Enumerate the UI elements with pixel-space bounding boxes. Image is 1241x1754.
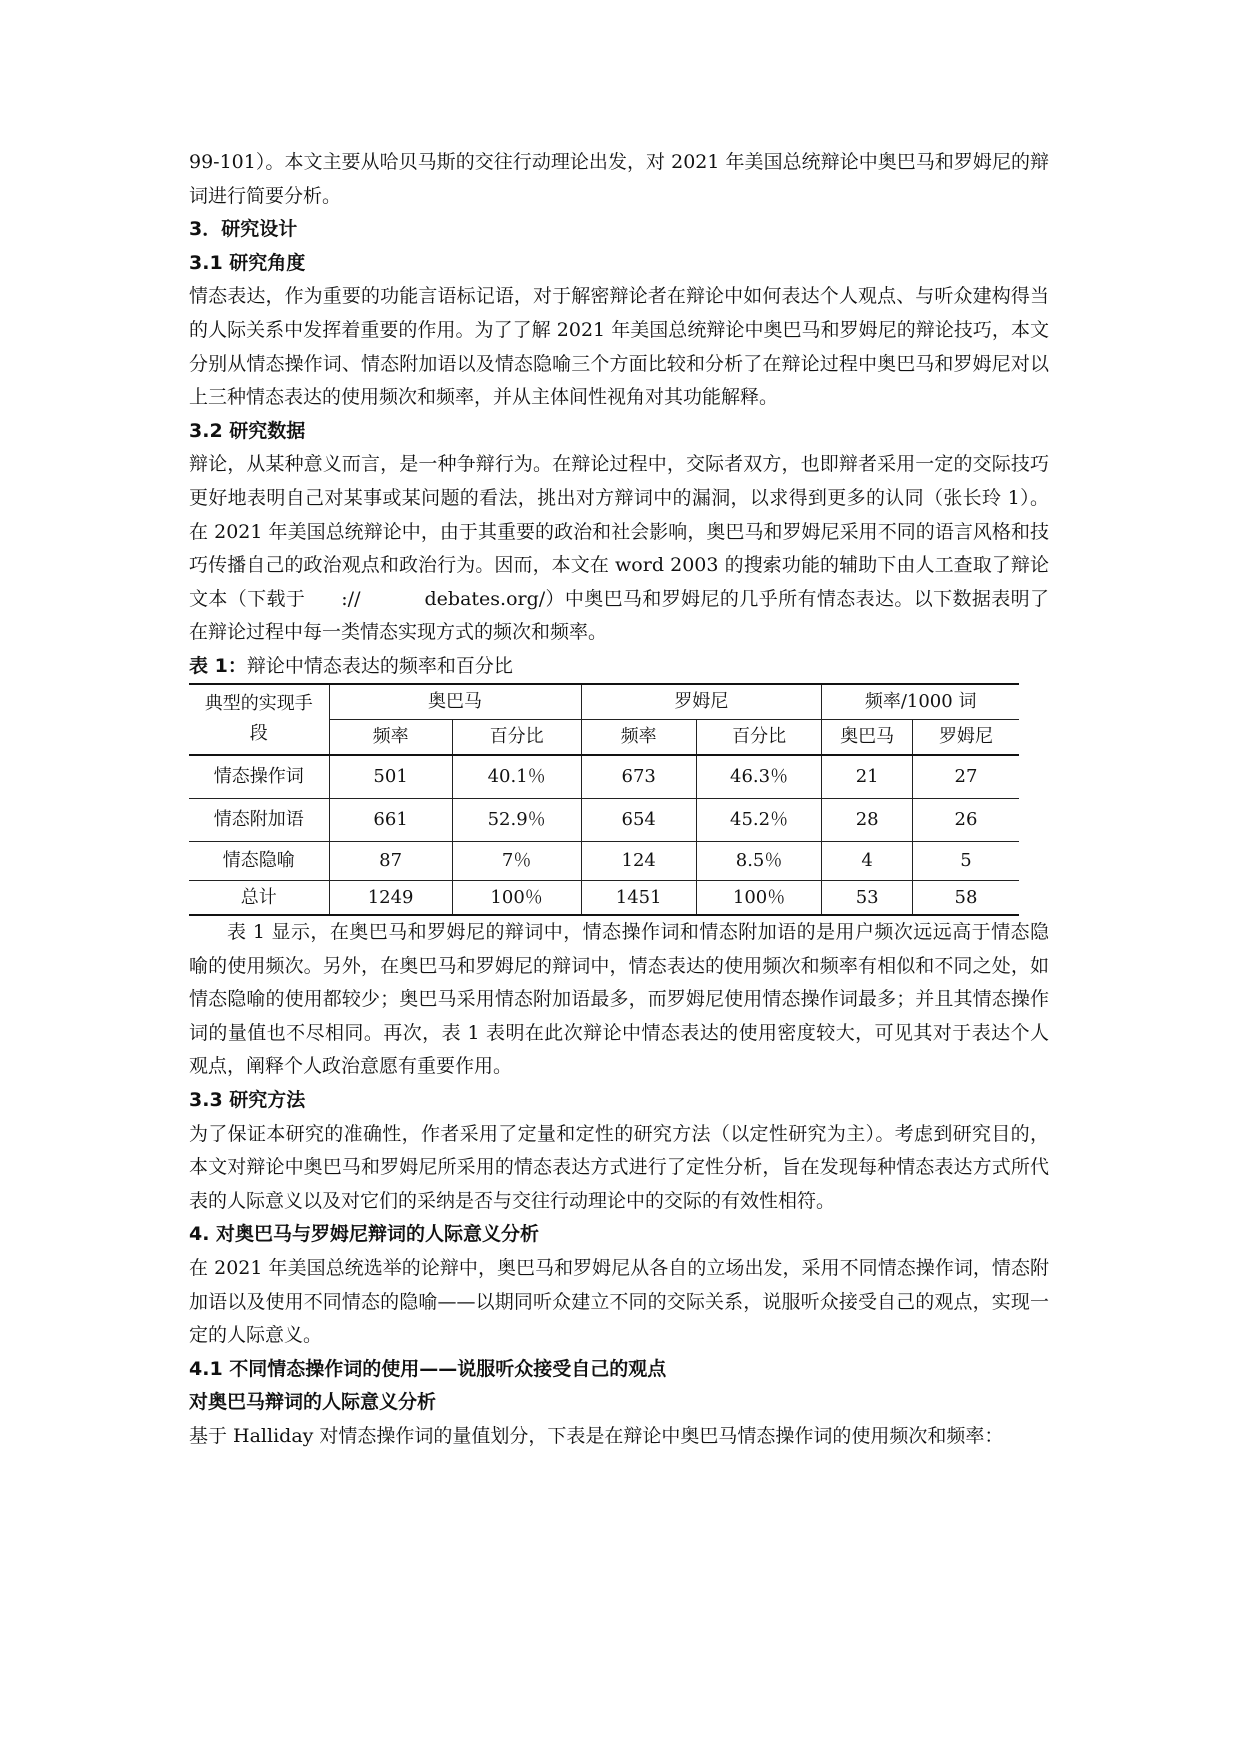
table-row: [189, 798, 1019, 841]
paragraph-3-2-text: 辩论，从某种意义而言，是一种争辩行为。在辩论过程中，交际者双方，也即辩者采用一定的交际技巧更好地表明自己对某事或某问题的看法，挑出对方辩词中的漏洞，以求得到更多的认同（张长玲 1）。在 2021 年美国总统辩论中，由于其重要的政治和社会影响，奥巴马和罗姆尼采用不同的语言风格和技巧传播自己的政治观点和政治行为。因而，本文在 word 2003 的搜索功能的辅助下由人工查取了辩论文本（下载于: [189, 453, 1049, 610]
header-rate: 频率/1000 词: [822, 684, 1019, 720]
table-row: [189, 755, 1019, 799]
header-romney-pct: 百分比: [696, 719, 821, 754]
cell-romney-pct: 100％: [696, 880, 821, 915]
url-fragment-2: debates.org/）中奥巴马和罗姆尼的几乎所有情态表达。以下数据表明了在辩论过程中每一类情态实现方式的频次和频率。: [189, 587, 1049, 644]
cell-romney-rate: 27: [913, 755, 1019, 799]
cell-obama-pct: 100％: [452, 880, 581, 915]
heading-section-3-2: 3.2 研究数据: [189, 419, 306, 442]
heading-section-4: 4. 对奥巴马与罗姆尼辩词的人际意义分析: [189, 1223, 540, 1246]
cell-romney-pct: 45.2％: [696, 798, 821, 841]
paragraph-3-2: [189, 448, 1049, 650]
cell-romney-pct: 46.3％: [696, 755, 821, 799]
paragraph-intro: 99-101）。本文主要从哈贝马斯的交往行动理论出发，对 2021 年美国总统辩论中奥巴马和罗姆尼的辩词进行简要分析。: [189, 151, 1049, 207]
cell-romney-freq: 1451: [581, 880, 696, 915]
cell-obama-rate: 21: [822, 755, 913, 799]
table-row-total: [189, 880, 1019, 915]
cell-romney-pct: 8.5％: [696, 841, 821, 880]
table-caption: [189, 650, 1049, 683]
row-label: 情态操作词: [189, 755, 329, 799]
table-caption-text: 辩论中情态表达的频率和百分比: [246, 654, 513, 677]
header-romney-freq: 频率: [581, 719, 696, 754]
cell-obama-freq: 1249: [329, 880, 452, 915]
paragraph-table-note: 表 1 显示，在奥巴马和罗姆尼的辩词中，情态操作词和情态附加语的是用户频次远远高于情态隐喻的使用频次。另外，在奥巴马和罗姆尼的辩词中，情态表达的使用频次和频率有相似和不同之处，如情态隐喻的使用都较少；奥巴马采用情态附加语最多，而罗姆尼使用情态操作词最多；并且其情态操作词的量值也不尽相同。再次，表 1 表明在此次辩论中情态表达的使用密度较大，可见其对于表达个人观点，阐释个人政治意愿有重要作用。: [189, 921, 1049, 1078]
header-rate-romney: 罗姆尼: [913, 719, 1019, 754]
cell-romney-freq: 673: [581, 755, 696, 799]
table-header-row-1: [189, 684, 1019, 720]
cell-romney-freq: 654: [581, 798, 696, 841]
row-label: 情态附加语: [189, 798, 329, 841]
cell-obama-freq: 501: [329, 755, 452, 799]
header-obama-pct: 百分比: [452, 719, 581, 754]
header-romney: 罗姆尼: [581, 684, 822, 720]
paragraph-4-1: 基于 Halliday 对情态操作词的量值划分，下表是在辩论中奥巴马情态操作词的使用频次和频率：: [189, 1425, 1004, 1447]
cell-obama-rate: 28: [822, 798, 913, 841]
url-fragment-1: ://: [341, 587, 361, 610]
heading-section-3-3: 3.3 研究方法: [189, 1089, 306, 1112]
heading-section-3: 3．研究设计: [189, 218, 298, 241]
header-rate-obama: 奥巴马: [822, 719, 913, 754]
cell-romney-rate: 5: [913, 841, 1019, 880]
paragraph-4: 在 2021 年美国总统选举的论辩中，奥巴马和罗姆尼从各自的立场出发，采用不同情态操作词，情态附加语以及使用不同情态的隐喻——以期同听众建立不同的交际关系，说服听众接受自己的观点，实现一定的人际意义。: [189, 1257, 1049, 1347]
cell-obama-pct: 7％: [452, 841, 581, 880]
cell-obama-pct: 40.1％: [452, 755, 581, 799]
cell-romney-rate: 26: [913, 798, 1019, 841]
page-body: [189, 146, 1049, 1454]
cell-obama-rate: 53: [822, 880, 913, 915]
heading-obama-analysis: 对奥巴马辩词的人际意义分析: [189, 1391, 437, 1414]
heading-section-3-1: 3.1 研究角度: [189, 251, 306, 274]
header-obama-freq: 频率: [329, 719, 452, 754]
table-row: [189, 841, 1019, 880]
header-obama: 奥巴马: [329, 684, 581, 720]
row-label: 情态隐喻: [189, 841, 329, 880]
cell-obama-freq: 87: [329, 841, 452, 880]
cell-obama-pct: 52.9％: [452, 798, 581, 841]
paragraph-3-3: 为了保证本研究的准确性，作者采用了定量和定性的研究方法（以定性研究为主）。考虑到研究目的，本文对辩论中奥巴马和罗姆尼所采用的情态表达方式进行了定性分析，旨在发现每种情态表达方式所代表的人际意义以及对它们的采纳是否与交往行动理论中的交际的有效性相符。: [189, 1122, 1049, 1212]
paragraph-3-1: 情态表达，作为重要的功能言语标记语，对于解密辩论者在辩论中如何表达个人观点、与听众建构得当的人际关系中发挥着重要的作用。为了了解 2021 年美国总统辩论中奥巴马和罗姆尼的辩论技巧，本文分别从情态操作词、情态附加语以及情态隐喻三个方面比较和分析了在辩论过程中奥巴马和罗姆尼对以上三种情态表达的使用频次和频率，并从主体间性视角对其功能解释。: [189, 285, 1049, 409]
cell-romney-rate: 58: [913, 880, 1019, 915]
header-realization: 典型的实现手段: [189, 684, 329, 755]
cell-obama-rate: 4: [822, 841, 913, 880]
heading-section-4-1: 4.1 不同情态操作词的使用——说服听众接受自己的观点: [189, 1357, 667, 1380]
cell-obama-freq: 661: [329, 798, 452, 841]
modality-frequency-table: [189, 683, 1019, 916]
table-caption-label: 表 1：: [189, 654, 247, 677]
cell-romney-freq: 124: [581, 841, 696, 880]
row-label: 总计: [189, 880, 329, 915]
